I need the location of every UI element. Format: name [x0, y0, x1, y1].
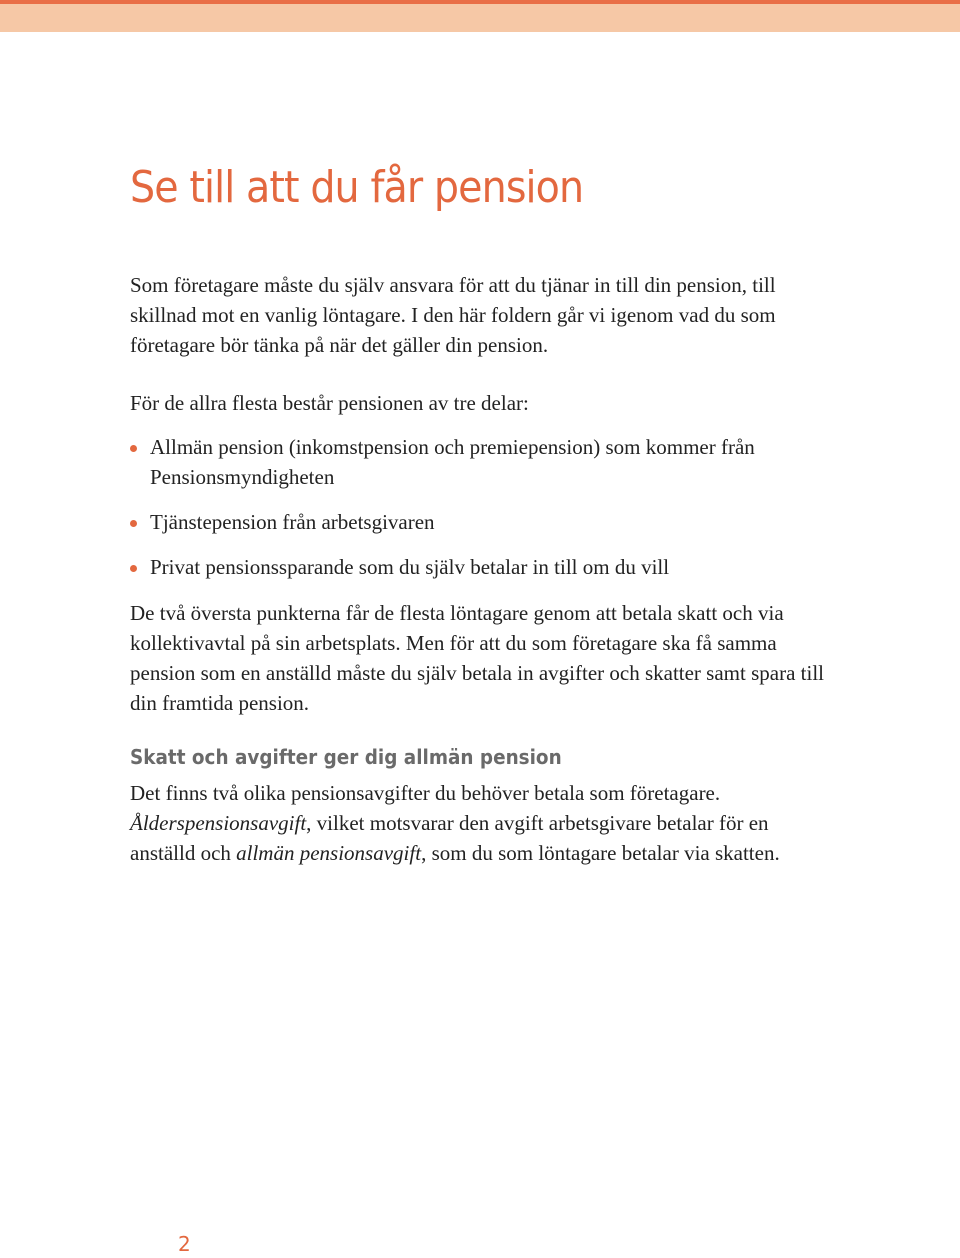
- body-paragraph: De två översta punkterna får de flesta löntagare genom att betala skatt och via kollektivavtal på sin arbetsplats. Men för att du som företagare ska få samma pension som en anställd måste du själv betala in avgifter och skatter samt spara till din framtida pension.: [130, 601, 824, 715]
- page-content: [130, 150, 830, 868]
- section-text: , som du som löntagare betalar via skatten.: [421, 841, 780, 865]
- list-item-text: Allmän pension (inkomstpension och premiepension) som kommer från Pensionsmyndigheten: [150, 435, 755, 489]
- page-title: Se till att du får pension: [130, 162, 584, 213]
- section-text: , vilket motsvarar den avgift arbetsgivare betalar för en anställd och: [130, 811, 769, 865]
- section-text: Det finns två olika pensionsavgifter du behöver betala som företagare.: [130, 781, 721, 805]
- list-item: [130, 432, 830, 492]
- list-item: [130, 552, 830, 582]
- list-item-text: Privat pensionssparande som du själv betalar in till om du vill: [150, 555, 670, 579]
- list-item: [130, 507, 830, 537]
- page-number: 2: [178, 1232, 191, 1256]
- list-item-text: Tjänstepension från arbetsgivaren: [150, 510, 435, 534]
- top-color-band: [0, 0, 960, 32]
- section-paragraph: [130, 778, 830, 868]
- bullet-dot-icon: [130, 565, 137, 572]
- section-heading: Skatt och avgifter ger dig allmän pension: [130, 745, 562, 769]
- list-lead-text: För de allra flesta består pensionen av tre delar:: [130, 391, 529, 415]
- intro-paragraph: Som företagare måste du själv ansvara för att du tjänar in till din pension, till skillnad mot en vanlig löntagare. I den här foldern går vi igenom vad du som företagare bör tänka på när det gäller din pension.: [130, 273, 776, 357]
- pension-parts-list: [130, 432, 830, 582]
- bullet-dot-icon: [130, 445, 137, 452]
- term-alderspensionsavgift: Ålderspensionsavgift: [130, 811, 307, 835]
- term-allman-pensionsavgift: allmän pensionsavgift: [236, 841, 422, 865]
- bullet-dot-icon: [130, 520, 137, 527]
